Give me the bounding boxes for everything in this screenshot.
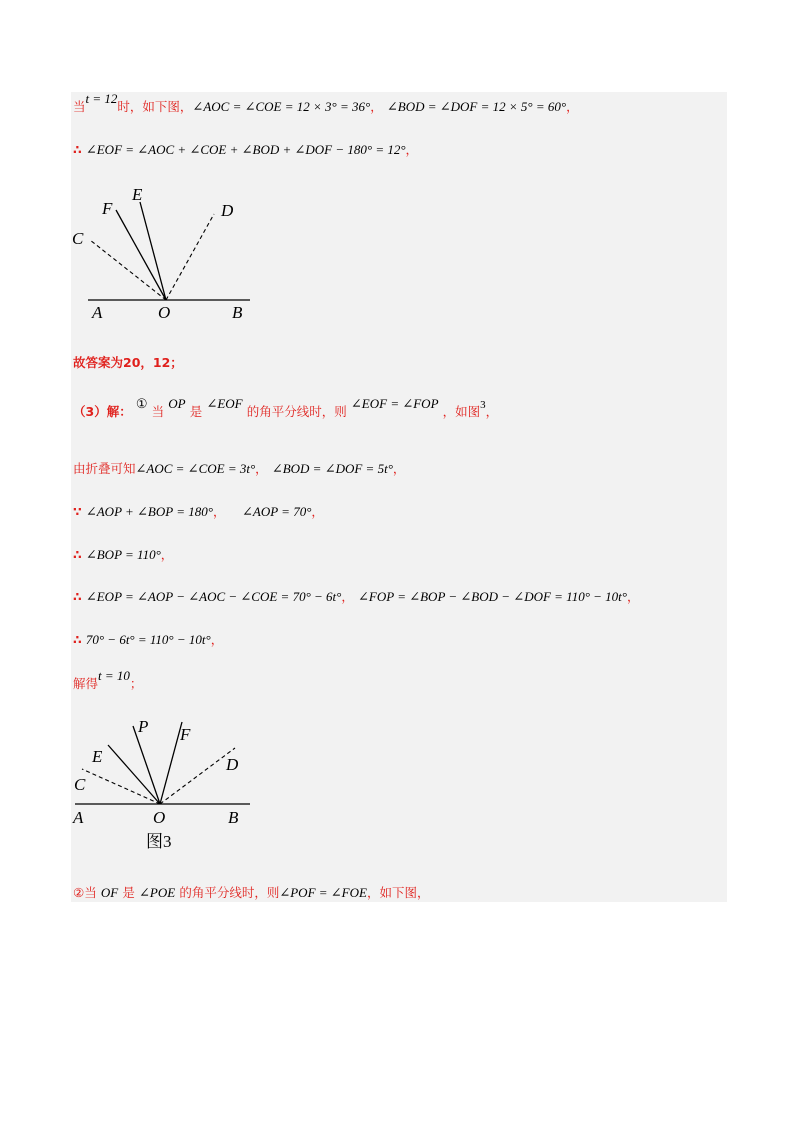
- solution-line-9: [73, 630, 223, 648]
- text-shi: 是: [189, 404, 203, 419]
- solution-line-3: [73, 353, 183, 371]
- math-bod-dof-5t: ∠BOD = ∠DOF = 5t°: [271, 461, 393, 476]
- comma: ，: [627, 589, 640, 604]
- label-e: E: [132, 185, 143, 204]
- math-aoc-coe: ∠AOC = ∠COE = 12 × 3° = 36°: [192, 99, 371, 114]
- solution-line-10: [73, 668, 143, 692]
- solution-line-5: [73, 459, 405, 477]
- label-p: P: [138, 717, 149, 736]
- comma: ，: [311, 504, 324, 519]
- math-op: OP: [168, 396, 186, 411]
- text-rutu: ，如图: [442, 404, 481, 419]
- label-d: D: [226, 755, 239, 774]
- label-a: A: [73, 808, 84, 827]
- ray-op: [133, 726, 160, 804]
- comma: ，: [370, 99, 383, 114]
- math-equation: 70° − 6t° = 110° − 10t°: [85, 632, 211, 647]
- label-f: F: [102, 199, 113, 218]
- math-bop-110: ∠BOP = 110°: [85, 547, 161, 562]
- math-eof-sum: ∠EOF = ∠AOC + ∠COE + ∠BOD + ∠DOF − 180° = 12°: [85, 142, 406, 157]
- math-eof-fop: ∠EOF = ∠FOP: [350, 396, 439, 411]
- math-eop: ∠EOP = ∠AOP − ∠AOC − ∠COE = 70° − 6t°: [85, 589, 342, 604]
- math-bod-dof: ∠BOD = ∠DOF = 12 × 5° = 60°: [386, 99, 567, 114]
- label-b: B: [232, 303, 243, 322]
- circled-two: ②: [73, 885, 85, 900]
- ray-oc: [90, 240, 166, 300]
- solution-line-1: [73, 91, 579, 115]
- circled-one: ①: [135, 396, 148, 411]
- ray-od: [166, 214, 214, 300]
- ray-of: [116, 210, 166, 300]
- comma: ，: [392, 461, 406, 476]
- semicolon: ；: [129, 676, 143, 691]
- text-bisector: 的角平分线时，则: [179, 885, 280, 900]
- math-aop-70: ∠AOP = 70°: [242, 504, 312, 519]
- label-d: D: [221, 201, 234, 220]
- therefore-symbol: ∴: [73, 547, 82, 562]
- therefore-symbol: ∴: [73, 632, 82, 647]
- math-pof-foe: ∠POF = ∠FOE: [279, 885, 367, 900]
- math-aoc-coe-3t: ∠AOC = ∠COE = 3t°: [135, 461, 256, 476]
- math-angle-eof: ∠EOF: [206, 396, 243, 411]
- text-shi-rutu: 时，如下图，: [117, 99, 193, 114]
- label-e: E: [92, 747, 103, 766]
- solution-line-6: [73, 502, 324, 520]
- math-of: OF: [100, 885, 119, 900]
- therefore-symbol: ∴: [73, 589, 82, 604]
- part-3-heading: （3）解：: [73, 404, 132, 419]
- label-f: F: [180, 725, 191, 744]
- comma: ，: [212, 504, 226, 519]
- answer-summary: 故答案为20，12；: [73, 355, 183, 370]
- figure-number: 3: [480, 399, 486, 411]
- label-b: B: [228, 808, 239, 827]
- solution-line-11: [73, 883, 429, 901]
- text-dang: 当: [84, 885, 97, 900]
- comma: ，: [341, 589, 354, 604]
- comma: ，: [485, 404, 499, 419]
- ray-oc: [82, 769, 160, 804]
- ray-oe: [140, 202, 166, 300]
- math-angle-poe: ∠POE: [139, 885, 176, 900]
- figure-caption: 图3: [146, 832, 172, 851]
- label-o: O: [158, 303, 171, 322]
- label-a: A: [92, 303, 103, 322]
- comma: ，: [160, 547, 174, 562]
- angle-figure-1: [70, 180, 260, 325]
- text-dang: 当: [73, 99, 86, 114]
- text-folding: 由折叠可知: [73, 461, 136, 476]
- text-shi: 是: [122, 885, 135, 900]
- comma: ，: [405, 142, 419, 157]
- math-t-10: t = 10: [98, 668, 130, 683]
- solution-line-4: [73, 396, 499, 420]
- math-aop-bop: ∠AOP + ∠BOP = 180°: [85, 504, 213, 519]
- solution-line-8: [73, 587, 640, 605]
- comma: ，: [210, 632, 224, 647]
- math-t-12: t = 12: [85, 91, 118, 106]
- ray-od: [160, 748, 235, 804]
- text-rutu: ，如下图，: [366, 885, 430, 900]
- label-c: C: [74, 775, 86, 794]
- angle-figure-3: [70, 712, 260, 862]
- label-o: O: [153, 808, 166, 827]
- text-dang: 当: [151, 404, 165, 419]
- therefore-symbol: ∴: [73, 142, 82, 157]
- solution-line-7: [73, 545, 173, 563]
- solution-line-2: [73, 140, 418, 158]
- comma: ，: [566, 99, 579, 114]
- text-bisector: 的角平分线时，则: [246, 404, 347, 419]
- ray-oe: [108, 745, 160, 804]
- ray-of: [160, 722, 182, 804]
- because-symbol: ∵: [73, 504, 82, 519]
- math-fop: ∠FOP = ∠BOP − ∠BOD − ∠DOF = 110° − 10t°: [358, 589, 627, 604]
- comma: ，: [255, 461, 268, 476]
- label-c: C: [72, 229, 84, 248]
- text-solve: 解得: [73, 676, 99, 691]
